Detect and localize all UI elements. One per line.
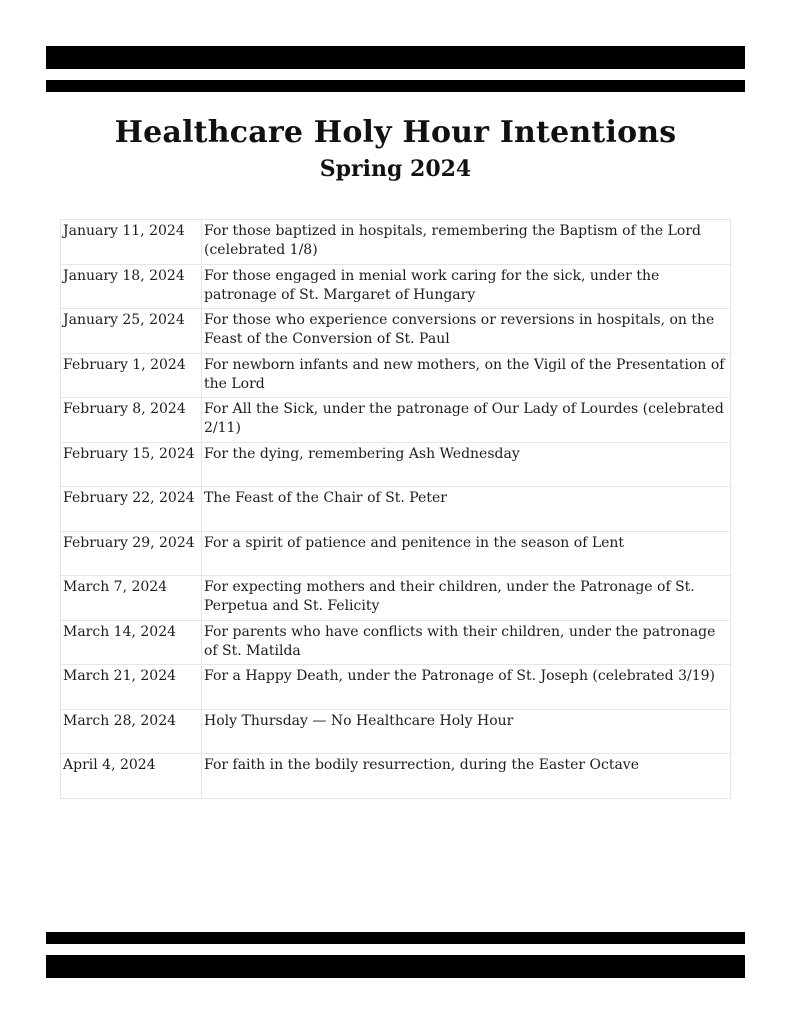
- table-row: [61, 442, 731, 487]
- date-cell: March 14, 2024: [61, 620, 202, 665]
- intention-cell: For those who experience conversions or reversions in hospitals, on the Feast of the Conversion of St. Paul: [202, 309, 731, 354]
- date-cell: February 22, 2024: [61, 487, 202, 532]
- table-row: [61, 353, 731, 398]
- date-cell: March 7, 2024: [61, 576, 202, 621]
- table-row: [61, 220, 731, 265]
- table-row: [61, 309, 731, 354]
- intention-cell: For a Happy Death, under the Patronage of St. Joseph (celebrated 3/19): [202, 665, 731, 710]
- table-row: [61, 264, 731, 309]
- table-row: [61, 709, 731, 754]
- date-cell: April 4, 2024: [61, 754, 202, 799]
- intention-cell: For the dying, remembering Ash Wednesday: [202, 442, 731, 487]
- intention-cell: Holy Thursday — No Healthcare Holy Hour: [202, 709, 731, 754]
- intention-cell: For those engaged in menial work caring for the sick, under the patronage of St. Margaret of Hungary: [202, 264, 731, 309]
- intentions-table: [60, 219, 731, 799]
- intention-cell: For a spirit of patience and penitence in the season of Lent: [202, 531, 731, 576]
- intention-cell: The Feast of the Chair of St. Peter: [202, 487, 731, 532]
- date-cell: March 28, 2024: [61, 709, 202, 754]
- table-row: [61, 531, 731, 576]
- date-cell: February 1, 2024: [61, 353, 202, 398]
- date-cell: January 18, 2024: [61, 264, 202, 309]
- date-cell: January 11, 2024: [61, 220, 202, 265]
- date-cell: March 21, 2024: [61, 665, 202, 710]
- date-cell: February 15, 2024: [61, 442, 202, 487]
- table-row: [61, 665, 731, 710]
- header-bar-thick: [46, 46, 745, 69]
- table-row: [61, 398, 731, 443]
- table-row: [61, 620, 731, 665]
- intention-cell: For faith in the bodily resurrection, during the Easter Octave: [202, 754, 731, 799]
- page-subtitle: Spring 2024: [319, 156, 472, 182]
- footer-bar-thin: [46, 932, 745, 944]
- date-cell: February 29, 2024: [61, 531, 202, 576]
- header-bar-thin: [46, 80, 745, 92]
- intention-cell: For those baptized in hospitals, remembering the Baptism of the Lord (celebrated 1/8): [202, 220, 731, 265]
- table-row: [61, 487, 731, 532]
- intention-cell: For expecting mothers and their children, under the Patronage of St. Perpetua and St. Felicity: [202, 576, 731, 621]
- intention-cell: For newborn infants and new mothers, on the Vigil of the Presentation of the Lord: [202, 353, 731, 398]
- page-title: Healthcare Holy Hour Intentions: [114, 115, 677, 150]
- date-cell: February 8, 2024: [61, 398, 202, 443]
- table-row: [61, 754, 731, 799]
- intention-cell: For parents who have conflicts with their children, under the patronage of St. Matilda: [202, 620, 731, 665]
- intention-cell: For All the Sick, under the patronage of Our Lady of Lourdes (celebrated 2/11): [202, 398, 731, 443]
- footer-bar-thick: [46, 955, 745, 978]
- date-cell: January 25, 2024: [61, 309, 202, 354]
- table-row: [61, 576, 731, 621]
